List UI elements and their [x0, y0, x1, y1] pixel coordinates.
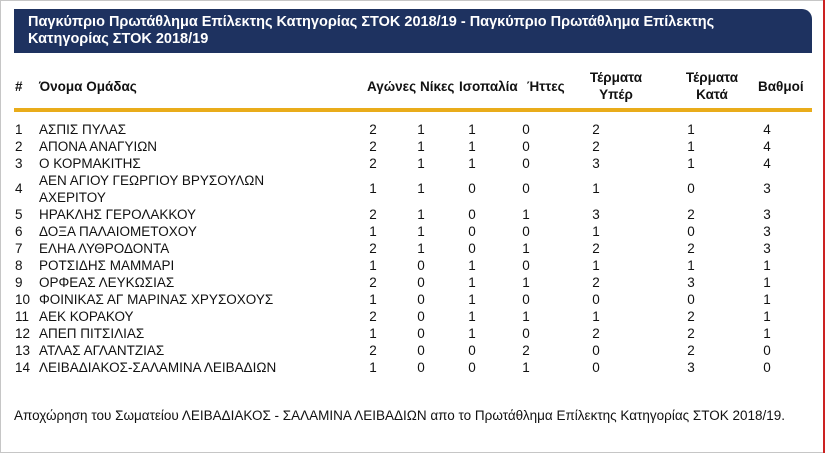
row-gf: 1: [592, 181, 600, 196]
row-team-name: ΔΟΞΑ ΠΑΛΑΙΟΜΕΤΟΧΟΥ: [39, 224, 197, 239]
row-played: 1: [369, 258, 377, 273]
row-gf: 2: [592, 241, 600, 256]
row-draws: 1: [468, 156, 476, 171]
row-rank: 14: [15, 360, 31, 375]
row-draws: 0: [468, 224, 476, 239]
row-pts: 4: [763, 122, 771, 137]
page-title: Παγκύπριο Πρωτάθλημα Επίλεκτης Κατηγορίας ΣΤΟΚ 2018/19 - Παγκύπριο Πρωτάθλημα Επίλεκτης Κατηγορίας ΣΤΟΚ 2018/19: [14, 9, 812, 53]
row-draws: 0: [468, 360, 476, 375]
row-ga: 1: [687, 156, 695, 171]
row-played: 2: [369, 156, 377, 171]
row-pts: 1: [763, 258, 771, 273]
row-losses: 1: [522, 241, 530, 256]
row-played: 2: [369, 241, 377, 256]
table-row: [1, 274, 825, 291]
row-gf: 3: [592, 156, 600, 171]
row-losses: 1: [522, 207, 530, 222]
row-ga: 3: [687, 275, 695, 290]
row-wins: 1: [417, 207, 425, 222]
row-rank: 12: [15, 326, 31, 341]
row-draws: 1: [468, 292, 476, 307]
table-row: [1, 155, 825, 172]
row-pts: 0: [763, 360, 771, 375]
row-played: 1: [369, 326, 377, 341]
row-ga: 1: [687, 258, 695, 273]
row-team-name: ΛΕΙΒΑΔΙΑΚΟΣ-ΣΑΛΑΜΙΝΑ ΛΕΙΒΑΔΙΩΝ: [39, 360, 277, 375]
row-played: 2: [369, 139, 377, 154]
row-team-name: ΑΕΝ ΑΓΙΟΥ ΓΕΩΡΓΙΟΥ ΒΡΥΣΟΥΛΩΝ ΑΧΕΡΙΤΟΥ: [39, 173, 265, 205]
row-ga: 1: [687, 139, 695, 154]
row-ga: 0: [687, 181, 695, 196]
row-gf: 2: [592, 275, 600, 290]
table-row: [1, 206, 825, 223]
row-team-name: ΗΡΑΚΛΗΣ ΓΕΡΟΛΑΚΚΟΥ: [39, 207, 197, 222]
row-pts: 1: [763, 309, 771, 324]
table-row: [1, 240, 825, 257]
row-team-name: ΑΕΚ ΚΟΡΑΚΟΥ: [39, 309, 134, 324]
row-played: 2: [369, 343, 377, 358]
row-gf: 2: [592, 326, 600, 341]
table-row: [1, 138, 825, 155]
row-rank: 13: [15, 343, 31, 358]
row-losses: 1: [522, 309, 530, 324]
row-rank: 9: [15, 275, 23, 290]
row-gf: 0: [592, 292, 600, 307]
row-pts: 3: [763, 181, 771, 196]
row-rank: 11: [15, 309, 30, 324]
row-team-name: ΑΠΟΝΑ ΑΝΑΓΥΙΩΝ: [39, 139, 158, 154]
row-gf: 0: [592, 343, 600, 358]
row-losses: 1: [522, 275, 530, 290]
row-pts: 4: [763, 139, 771, 154]
row-losses: 2: [522, 343, 530, 358]
row-losses: 1: [522, 360, 530, 375]
col-header-goals-against: Τέρματα Κατά: [685, 70, 739, 102]
row-gf: 1: [592, 309, 600, 324]
row-wins: 1: [417, 156, 425, 171]
row-ga: 2: [687, 309, 695, 324]
row-pts: 1: [763, 326, 771, 341]
row-rank: 6: [15, 224, 23, 239]
table-row: [1, 325, 825, 342]
row-losses: 0: [522, 181, 530, 196]
row-gf: 2: [592, 122, 600, 137]
row-draws: 1: [468, 122, 476, 137]
row-rank: 3: [15, 156, 23, 171]
row-wins: 1: [417, 181, 425, 196]
row-losses: 0: [522, 139, 530, 154]
row-rank: 1: [15, 122, 23, 137]
row-rank: 7: [15, 241, 23, 256]
row-draws: 1: [468, 139, 476, 154]
row-wins: 0: [417, 326, 425, 341]
row-draws: 1: [468, 309, 476, 324]
row-ga: 0: [687, 292, 695, 307]
row-rank: 4: [15, 181, 23, 196]
row-losses: 0: [522, 326, 530, 341]
table-row: [1, 291, 825, 308]
header-separator: [14, 108, 812, 112]
row-pts: 3: [763, 207, 771, 222]
row-team-name: Ο ΚΟΡΜΑΚΙΤΗΣ: [39, 156, 141, 171]
row-draws: 0: [468, 241, 476, 256]
row-ga: 2: [687, 207, 695, 222]
row-ga: 0: [687, 224, 695, 239]
col-header-wins: Νίκες: [420, 79, 455, 94]
row-rank: 8: [15, 258, 23, 273]
row-gf: 2: [592, 139, 600, 154]
table-row: [1, 172, 825, 206]
row-gf: 1: [592, 258, 600, 273]
row-pts: 4: [763, 156, 771, 171]
row-pts: 1: [763, 275, 771, 290]
table-row: [1, 308, 825, 325]
row-team-name: ΑΤΛΑΣ ΑΓΛΑΝΤΖΙΑΣ: [39, 343, 165, 358]
row-losses: 0: [522, 122, 530, 137]
col-header-goals-for: Τέρματα Υπέρ: [589, 70, 643, 102]
row-played: 2: [369, 207, 377, 222]
row-team-name: ΑΠΕΠ ΠΙΤΣΙΛΙΑΣ: [39, 326, 145, 341]
row-gf: 1: [592, 224, 600, 239]
row-draws: 0: [468, 181, 476, 196]
row-played: 1: [369, 181, 377, 196]
row-wins: 0: [417, 275, 425, 290]
row-draws: 1: [468, 326, 476, 341]
row-wins: 1: [417, 241, 425, 256]
row-played: 1: [369, 224, 377, 239]
row-rank: 2: [15, 139, 23, 154]
row-draws: 0: [468, 343, 476, 358]
row-losses: 0: [522, 258, 530, 273]
row-played: 2: [369, 275, 377, 290]
table-row: [1, 223, 825, 240]
row-wins: 0: [417, 292, 425, 307]
col-header-num: #: [15, 79, 23, 94]
row-pts: 3: [763, 241, 771, 256]
row-ga: 1: [687, 122, 695, 137]
row-team-name: ΦΟΙΝΙΚΑΣ ΑΓ ΜΑΡΙΝΑΣ ΧΡΥΣΟΧΟΥΣ: [39, 292, 274, 307]
row-ga: 3: [687, 360, 695, 375]
row-rank: 10: [15, 292, 31, 307]
row-pts: 1: [763, 292, 771, 307]
row-draws: 1: [468, 258, 476, 273]
col-header-points: Βαθμοί: [758, 79, 804, 94]
row-played: 2: [369, 122, 377, 137]
footer-note: Αποχώρηση του Σωματείου ΛΕΙΒΑΔΙΑΚΟΣ - ΣΑΛΑΜΙΝΑ ΛΕΙΒΑΔΙΩΝ απο το Πρωτάθλημα Επίλεκτης Κατηγορίας ΣΤΟΚ 2018/19.: [14, 408, 786, 423]
row-ga: 2: [687, 241, 695, 256]
row-draws: 0: [468, 207, 476, 222]
row-wins: 0: [417, 360, 425, 375]
row-team-name: ΟΡΦΕΑΣ ΛΕΥΚΩΣΙΑΣ: [39, 275, 175, 290]
row-played: 1: [369, 292, 377, 307]
row-ga: 2: [687, 343, 695, 358]
row-gf: 0: [592, 360, 600, 375]
row-ga: 2: [687, 326, 695, 341]
row-wins: 1: [417, 139, 425, 154]
table-header: [1, 69, 825, 103]
col-header-team: Όνομα Ομάδας: [39, 79, 137, 94]
table-row: [1, 359, 825, 376]
row-gf: 3: [592, 207, 600, 222]
row-rank: 5: [15, 207, 23, 222]
row-team-name: ΕΛΗΑ ΛΥΘΡΟΔΟΝΤΑ: [39, 241, 170, 256]
col-header-draws: Ισοπαλία: [459, 79, 518, 94]
row-draws: 1: [468, 275, 476, 290]
row-pts: 3: [763, 224, 771, 239]
row-wins: 1: [417, 224, 425, 239]
row-team-name: ΑΣΠΙΣ ΠΥΛΑΣ: [39, 122, 127, 137]
row-wins: 0: [417, 258, 425, 273]
table-row: [1, 121, 825, 138]
col-header-losses: Ήττες: [527, 79, 565, 94]
col-header-played: Αγώνες: [367, 79, 417, 94]
row-played: 1: [369, 360, 377, 375]
table-row: [1, 257, 825, 274]
table-row: [1, 342, 825, 359]
row-pts: 0: [763, 343, 771, 358]
row-wins: 0: [417, 343, 425, 358]
row-wins: 1: [417, 122, 425, 137]
row-losses: 0: [522, 156, 530, 171]
row-losses: 0: [522, 292, 530, 307]
row-losses: 0: [522, 224, 530, 239]
row-team-name: ΡΟΤΣΙΔΗΣ ΜΑΜΜΑΡΙ: [39, 258, 175, 273]
row-played: 2: [369, 309, 377, 324]
row-wins: 0: [417, 309, 425, 324]
